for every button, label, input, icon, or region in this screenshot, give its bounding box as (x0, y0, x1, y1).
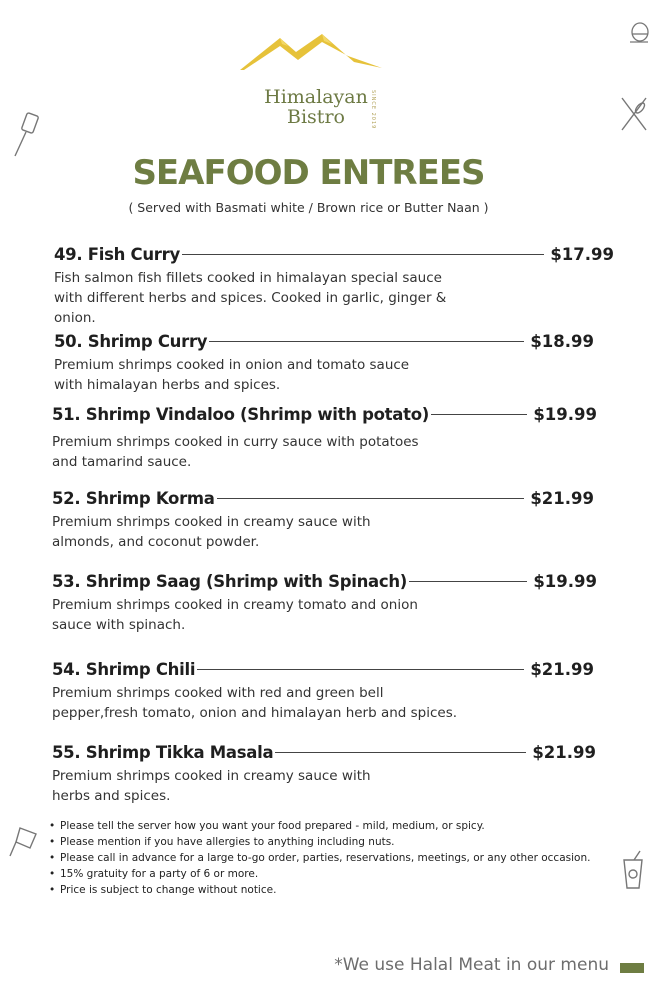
menu-item-name: 50. Shrimp Curry (54, 331, 208, 351)
restaurant-logo (236, 28, 396, 132)
menu-item-price: $21.99 (530, 488, 594, 508)
note-item: • Please mention if you have allergies to anything including nuts. (60, 834, 590, 850)
menu-item-price: $17.99 (550, 244, 614, 264)
menu-item-description: Premium shrimps cooked in creamy tomato and onion sauce with spinach. (52, 597, 418, 633)
brand-name-line1: Himalayan (264, 86, 368, 108)
leader-line (182, 254, 544, 255)
menu-item-name: 49. Fish Curry (54, 244, 180, 264)
section-title: SEAFOOD ENTREES (132, 153, 485, 193)
note-item: • Please tell the server how you want your food prepared - mild, medium, or spicy. (60, 818, 590, 834)
menu-item-price: $18.99 (530, 331, 594, 351)
menu-item-description: Premium shrimps cooked with red and green bell pepper,fresh tomato, onion and himalayan herb and spices. (52, 685, 458, 721)
menu-item-price: $21.99 (532, 742, 596, 762)
menu-item (52, 487, 594, 552)
note-item: • Please call in advance for a large to-go order, parties, reservations, meetings, or any other occasion. (60, 850, 590, 866)
menu-item (54, 330, 594, 395)
brand-name-line2: Bistro (287, 106, 345, 128)
menu-item-price: $19.99 (533, 404, 597, 424)
note-item: • 15% gratuity for a party of 6 or more. (60, 866, 590, 882)
menu-item-name: 53. Shrimp Saag (Shrimp with Spinach) (52, 571, 408, 591)
menu-item-name: 52. Shrimp Korma (52, 488, 215, 508)
drink-cup-icon (620, 850, 646, 890)
menu-item-price: $21.99 (530, 659, 594, 679)
menu-item (52, 741, 596, 806)
leader-line (197, 669, 524, 670)
leader-line (209, 341, 524, 342)
menu-notes (48, 818, 590, 898)
section-subtitle: ( Served with Basmati white / Brown rice or Butter Naan ) (128, 200, 489, 215)
leader-line (409, 581, 527, 582)
menu-item-name: 51. Shrimp Vindaloo (Shrimp with potato) (52, 404, 429, 424)
menu-item-description: Fish salmon fish fillets cooked in himalayan special sauce with different herbs and spices. Cooked in garlic, ginger & onion. (54, 270, 447, 326)
mountain-logo-icon (236, 28, 396, 88)
brand-tagline: SINCE 2019 (370, 90, 376, 130)
note-item: • Price is subject to change without notice. (60, 882, 590, 898)
fork-knife-icon (618, 94, 650, 134)
menu-item-description: Premium shrimps cooked in onion and tomato sauce with himalayan herbs and spices. (54, 357, 410, 393)
leader-line (431, 414, 527, 415)
cleaver-icon (8, 824, 42, 860)
footer-accent-bar (620, 963, 644, 973)
menu-item (52, 658, 594, 723)
menu-item (52, 570, 597, 635)
whisk-icon (628, 20, 650, 50)
menu-item-description: Premium shrimps cooked in creamy sauce with almonds, and coconut powder. (52, 514, 371, 550)
leader-line (217, 498, 525, 499)
menu-item-name: 54. Shrimp Chili (52, 659, 196, 679)
menu-item-description: Premium shrimps cooked in creamy sauce with herbs and spices. (52, 768, 371, 804)
menu-item-name: 55. Shrimp Tikka Masala (52, 742, 274, 762)
leader-line (275, 752, 526, 753)
halal-footer-note: *We use Halal Meat in our menu (334, 955, 609, 975)
menu-item (54, 243, 614, 328)
menu-item-price: $19.99 (533, 571, 597, 591)
menu-item (52, 403, 597, 472)
menu-item-description: Premium shrimps cooked in curry sauce with potatoes and tamarind sauce. (52, 434, 419, 470)
